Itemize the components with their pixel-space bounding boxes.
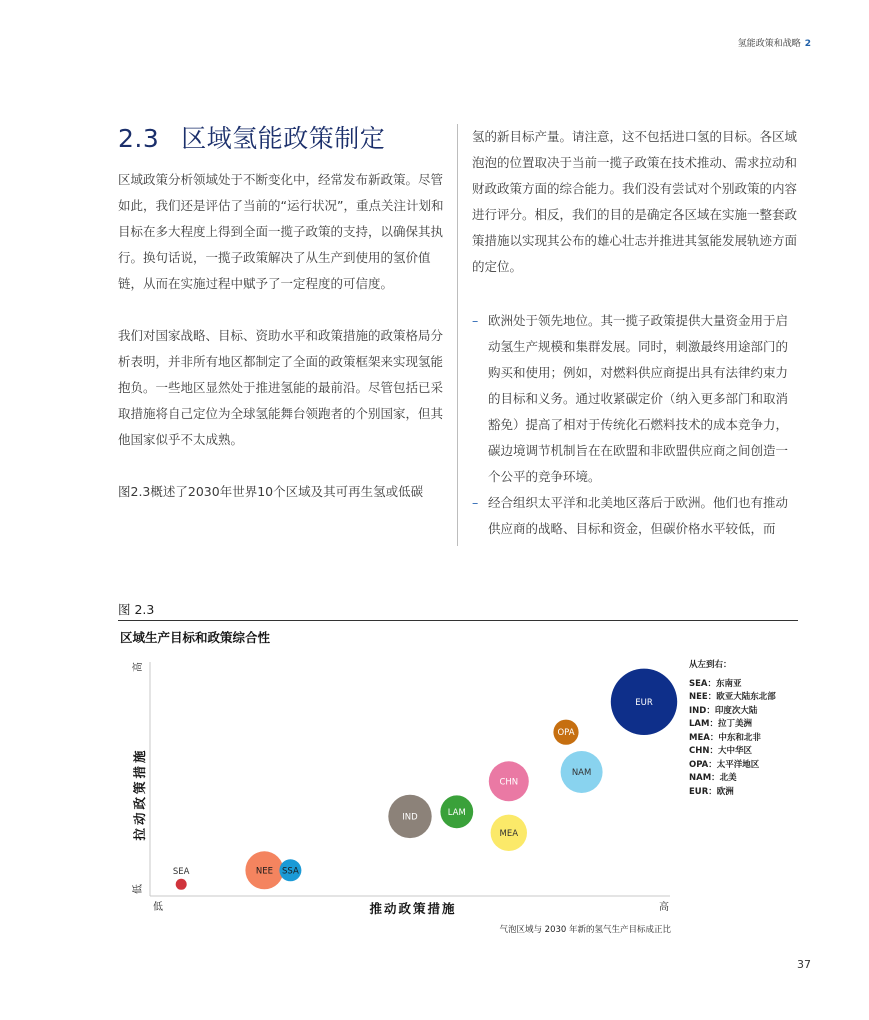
y-low-label: 低 — [133, 884, 144, 894]
x-axis-title: 推动政策措施 — [369, 901, 457, 916]
bubble-label-nam: NAM — [571, 768, 592, 778]
bubble-label-ssa: SSA — [282, 866, 299, 877]
bubble-label-mea: MEA — [499, 828, 519, 839]
bubble-label-nee: NEE — [255, 866, 273, 877]
body-paragraph: 我们对国家战略、目标、资助水平和政策措施的政策格局分析表明，并非所有地区都制定了全面的政策框架来实现氢能抱负。一些地区显然处于推进氢能的最前沿。尽管包括已采取措施将自己定位为全球氢能舞台领跑者的个别国家，但其他国家似乎不太成熟。 — [118, 328, 444, 447]
bubble-sea — [176, 879, 187, 890]
bullet-text: 经合组织太平洋和北美地区落后于欧洲。他们也有推动供应商的战略、目标和资金，但碳价格水平较低，而 — [488, 495, 789, 536]
running-head-title: 氢能政策和战略 — [737, 39, 801, 49]
body-paragraph: 区域政策分析领域处于不断变化中，经常发布新政策。尽管如此，我们还是评估了当前的“运行状况”，重点关注计划和目标在多大程度上得到全面一揽子政策的支持，以确保其执行。换句话说，一揽子政策解决了从生产到使用的氢价值链，从而在实施过程中赋予了一定程度的可信度。 — [118, 172, 444, 291]
bubble-label-lam: LAM — [447, 807, 466, 818]
legend-item: CHN：大中华区 — [689, 746, 752, 756]
figure-label: 图 2.3 — [118, 602, 155, 617]
bubble-group — [173, 669, 677, 890]
bubble-size-note: 气泡区域与 2030 年新的氢气生产目标成正比 — [499, 925, 671, 935]
body-paragraph: 氢的新目标产量。请注意，这不包括进口氢的目标。各区域泡泡的位置取决于当前一揽子政策在技术推动、需求拉动和财政政策方面的综合能力。我们没有尝试对个别政策的内容进行评分。相反，我们的目的是确定各区域在实施一整套政策措施以实现其公布的雄心壮志并推进其氢能发展轨迹方面的定位。 — [472, 129, 798, 274]
legend-heading: 从左到右： — [689, 660, 732, 670]
section-number: 2.3 — [118, 124, 160, 153]
x-high-label: 高 — [659, 902, 669, 913]
bubble-label-chn: CHN — [499, 777, 519, 788]
bubble-label-ind: IND — [402, 812, 418, 823]
bubble-label-sea: SEA — [172, 866, 190, 877]
legend-item: MEA：中东和北非 — [689, 732, 761, 743]
legend-item: EUR：欧洲 — [689, 786, 734, 797]
bubble-label-eur: EUR — [635, 697, 653, 708]
bullet-text: 欧洲处于领先地位。其一揽子政策提供大量资金用于启动氢生产规模和集群发展。同时，刺激最终用途部门的购买和使用；例如，对燃料供应商提出具有法律约束力的目标和义务。通过收紧碳定价（纳入更多部门和取消豁免）提高了相对于传统化石燃料技术的成本竞争力，碳边境调节机制旨在在欧盟和非欧盟供应商之间创造一个公平的竞争环境。 — [488, 313, 789, 484]
section-title: 区域氢能政策制定 — [181, 124, 386, 153]
y-axis-title: 拉动政策措施 — [132, 747, 147, 841]
legend-item: NAM：北美 — [689, 773, 737, 783]
legend-item: NEE：欧亚大陆东北部 — [689, 692, 776, 702]
bullet-dash: – — [472, 313, 479, 328]
body-paragraph: 图2.3概述了2030年世界10个区域及其可再生氢或低碳 — [118, 484, 424, 499]
x-low-label: 低 — [153, 902, 163, 913]
bubble-label-opa: OPA — [557, 728, 575, 739]
page-number: 37 — [797, 958, 811, 971]
legend-item: IND：印度次大陆 — [689, 705, 758, 716]
legend-item: LAM：拉丁美洲 — [689, 719, 752, 729]
figure-title: 区域生产目标和政策综合性 — [120, 630, 271, 645]
chart-legend — [689, 659, 776, 799]
legend-item: OPA：太平洋地区 — [689, 759, 760, 770]
y-high-label: 高 — [133, 662, 144, 672]
bullet-dash: – — [472, 495, 479, 510]
legend-item: SEA：东南亚 — [689, 678, 742, 689]
running-head-page: 2 — [804, 39, 811, 49]
